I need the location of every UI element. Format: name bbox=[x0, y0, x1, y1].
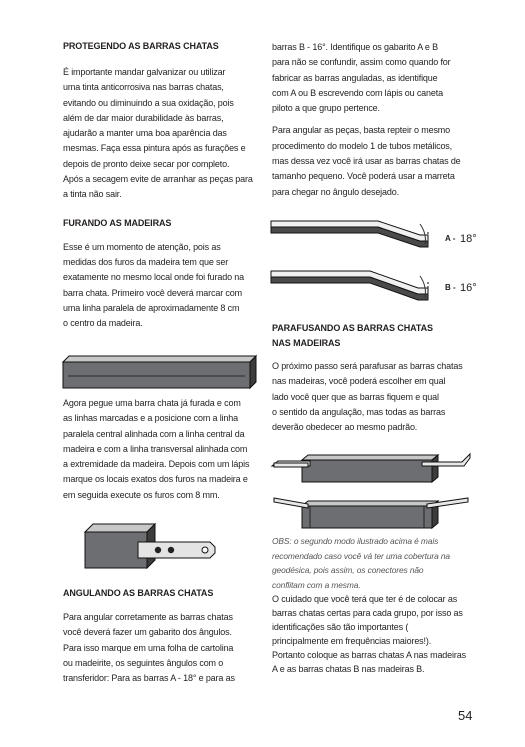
bent-bars-diagram bbox=[270, 220, 485, 310]
heading-parafusando-1: PARAFUSANDO AS BARRAS CHATAS bbox=[272, 323, 433, 333]
heading-furando: FURANDO AS MADEIRAS bbox=[63, 217, 172, 228]
paragraph-angulando: Para angular corretamente as barras chatas você deverá fazer um gabarito dos ângulos. Para isso marque em uma folha de cartolina ou madeirite, os seguintes ângulos com o transferidor: Para as barras A - 18° e para as bbox=[63, 612, 235, 684]
screwed-bars-illustration bbox=[272, 452, 472, 530]
paragraph-protegendo: É importante mandar galvanizar ou utilizar uma tinta anticorrosiva nas barras chatas, evitando ou diminuindo a sua oxidação, pois além de dar maior durabilidade às barras, ajudarão a manter uma boa aparência das mesmas. Faça essa pintura após as furações e depois de pronto deixe secar por completo. Após a secagem evite de arranhar as peças para a tinta não sair. bbox=[63, 67, 253, 200]
bar-b bbox=[271, 271, 428, 302]
paragraph-cuidado: O cuidado que você terá que ter é de colocar as barras chatas certas para cada grupo, por isso as identificações são tão importantes ( principalmente em frequências maiores!). Portanto coloque as barras chatas A nas madeiras A e as barras chatas B nas madeiras B. bbox=[272, 594, 466, 674]
left-column-bottom bbox=[63, 587, 257, 686]
right-column-mid bbox=[272, 322, 468, 435]
heading-protegendo: PROTEGENDO AS BARRAS CHATAS bbox=[63, 41, 219, 51]
obs-note: OBS: o segundo modo ilustrado acima é mais recomendado caso você vá ter uma cobertura na geodésica, pois assim, os conectores não conflitam com a mesma. bbox=[272, 536, 450, 590]
right-column bbox=[272, 40, 468, 200]
paragraph-furando-1: Esse é um momento de atenção, pois as medidas dos furos da madeira tem que ser exatamente no mesmo local onde foi furado na barra chata. Primeiro você deverá marcar com uma linha paralela de aproximadamente 8 cm o centro da madeira. bbox=[63, 241, 245, 329]
bar-a bbox=[271, 221, 428, 248]
left-column bbox=[63, 40, 255, 331]
wood-with-flat-bar-illustration bbox=[85, 523, 220, 571]
label-a: A - bbox=[445, 234, 456, 243]
paragraph-angulando-cont-2: Para angular as peças, basta repteir o mesmo procedimento do modelo 1 de tubos metálicos, mas dessa vez você irá usar as barras chatas de tamanho pequeno. Você poderá usar a marreta para chegar no ângulo desejado. bbox=[272, 125, 461, 197]
angle-a: 18° bbox=[460, 233, 477, 245]
paragraph-parafusando: O próximo passo será parafusar as barras chatas nas madeiras, você poderá escolher em qual lado você quer que as barras fiquem e qual o sentido da angulação, mas todas as barras deverão obedecer ao mesmo padrão. bbox=[272, 361, 463, 433]
left-column-mid bbox=[63, 396, 257, 503]
angle-b: 16° bbox=[460, 282, 477, 294]
paragraph-furando-2: Agora pegue uma barra chata já furada e com as linhas marcadas e a posicione com a linha paralela central alinhada com a linha central da madeira e com a linha transversal alinhada com a extremidade da madeira. Depois com um lápis marque os locais exatos dos furos na madeira e em seguida execute os furos com 8 mm. bbox=[63, 398, 250, 500]
heading-angulando: ANGULANDO AS BARRAS CHATAS bbox=[63, 588, 214, 598]
wood-plank-illustration bbox=[63, 355, 258, 389]
assembly-top bbox=[272, 454, 470, 482]
paragraph-angulando-cont: barras B - 16°. Identifique os gabarito A e B para não se confundir, assim como quando for fabricar as barras anguladas, as identifique com A ou B escrevendo com lápis ou caneta piloto a que grupo pertence. bbox=[272, 42, 451, 114]
label-b: B - bbox=[445, 283, 456, 292]
right-column-bottom bbox=[272, 534, 468, 676]
page-number: 54 bbox=[458, 708, 473, 723]
heading-parafusando-2: NAS MADEIRAS bbox=[272, 338, 341, 348]
assembly-bottom bbox=[274, 498, 468, 528]
